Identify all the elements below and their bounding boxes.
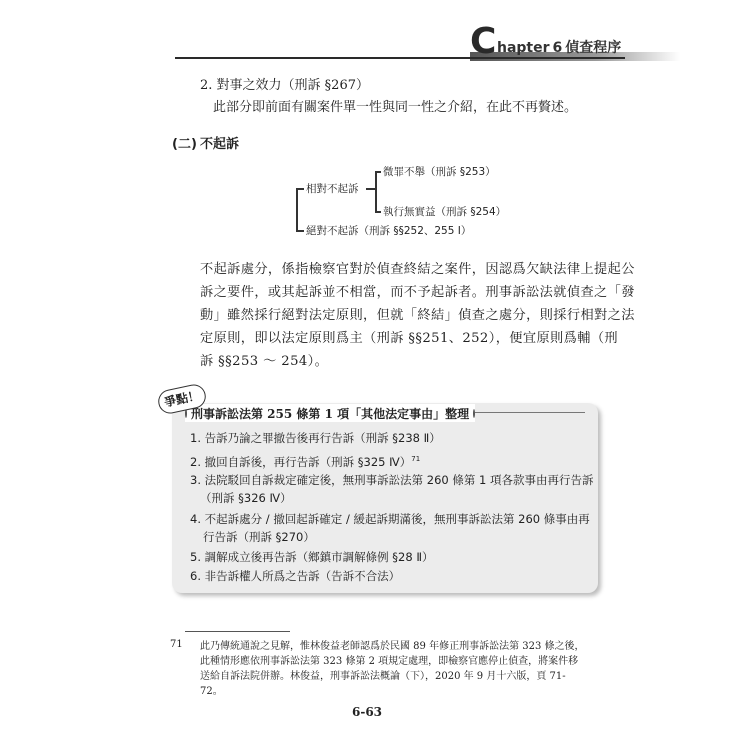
title-rule (475, 412, 585, 413)
footnote-rule (185, 631, 290, 632)
chapter-word: hapter (497, 40, 550, 56)
tree-node-relative: 相對不起訴 (306, 183, 359, 195)
paragraph-line: 動」雖然採行絕對法定原則，但就「終結」偵查之處分，則採行相對之法 (200, 308, 635, 323)
chapter-title: 偵查程序 (565, 40, 622, 56)
issue-box-title-text: 刑事訴訟法第 255 條第 1 項「其他法定事由」整理 (191, 406, 470, 421)
section-number: (二) (172, 137, 197, 152)
footnote-line: 此種情形應依刑事訴訟法第 323 條第 2 項規定處理，即檢察官應停止偵查，將案件移 (200, 656, 579, 667)
list-item-continuation: 行告訴（刑訴 §270） (203, 530, 315, 544)
paragraph-line: 訴 §§253 ～ 254）。 (200, 354, 329, 369)
list-item (190, 449, 420, 472)
footnote-number: 71 (170, 639, 183, 650)
list-item: 3. 法院駁回自訴裁定確定後，無刑事訴訟法第 260 條第 1 項各款事由再行告訴 (190, 473, 594, 487)
issue-badge: 爭點！ (156, 382, 208, 415)
footnote-line: 此乃傳統通說之見解，惟林俊益老師認爲於民國 89 年修正刑事訴訟法第 323 條之後， (200, 641, 585, 652)
tree-branch-line (375, 211, 381, 213)
tree-node-absolute: 絕對不起訴（刑訴 §§252、255 Ⅰ） (306, 225, 472, 237)
paragraph-line: 定原則，即以法定原則爲主（刑訴 §§251、252），便宜原則爲輔（刑 (200, 331, 618, 346)
footnote-ref: 71 (411, 455, 421, 463)
list-item: 4. 不起訴處分 / 撤回起訴確定 / 緩起訴期滿後，無刑事訴訟法第 260 條事由再 (190, 512, 590, 526)
list-item: 1. 告訴乃論之罪撤告後再行告訴（刑訴 §238 Ⅱ） (190, 431, 441, 445)
subsection-heading: 2. 對事之效力（刑訴 §267） (200, 78, 369, 93)
tree-node-minor-offense: 微罪不舉（刑訴 §253） (383, 166, 496, 178)
footnote-line: 送給自訴法院併辦。林俊益，刑事訴訟法概論（下），2020 年 9 月十六版，頁 71- (200, 671, 566, 682)
tree-branch-line (296, 230, 304, 232)
list-item: 6. 非告訴權人所爲之告訴（告訴不合法） (190, 569, 401, 583)
list-item-text: 2. 撤回自訴後，再行告訴（刑訴 §325 Ⅳ） (190, 454, 412, 469)
subsection-body: 此部分即前面有關案件單一性與同一性之介紹，在此不再贅述。 (213, 100, 578, 115)
chapter-heading (497, 37, 624, 57)
chapter-number: 6 (552, 40, 563, 56)
paragraph-line: 訴之要件，或其起訴並不相當，而不予起訴者。刑事訴訟法就偵查之「發 (200, 285, 635, 300)
tree-branch-line (366, 188, 375, 190)
tree-sub-trunk-line (375, 171, 377, 212)
list-item: 5. 調解成立後再告訴（鄉鎮市調解條例 §28 Ⅱ） (190, 550, 434, 564)
issue-box-title (185, 404, 475, 422)
section-title: 不起訴 (200, 137, 240, 152)
title-bullet-icon (473, 409, 475, 418)
tree-branch-line (375, 171, 381, 173)
footnote-text (200, 639, 605, 699)
tree-node-futile-execution: 執行無實益（刑訴 §254） (383, 206, 507, 218)
tree-branch-line (296, 188, 304, 190)
paragraph-line: 不起訴處分，係指檢察官對於偵查終結之案件，因認爲欠缺法律上提起公 (200, 262, 635, 277)
list-item-continuation: （刑訴 §326 Ⅳ） (200, 491, 292, 505)
body-paragraph (200, 258, 635, 373)
page-number: 6-63 (352, 705, 383, 719)
chapter-letter: C (470, 21, 497, 62)
footnote-line: 72。 (200, 686, 223, 697)
tree-trunk-line (296, 188, 298, 231)
header-rule (175, 57, 625, 59)
